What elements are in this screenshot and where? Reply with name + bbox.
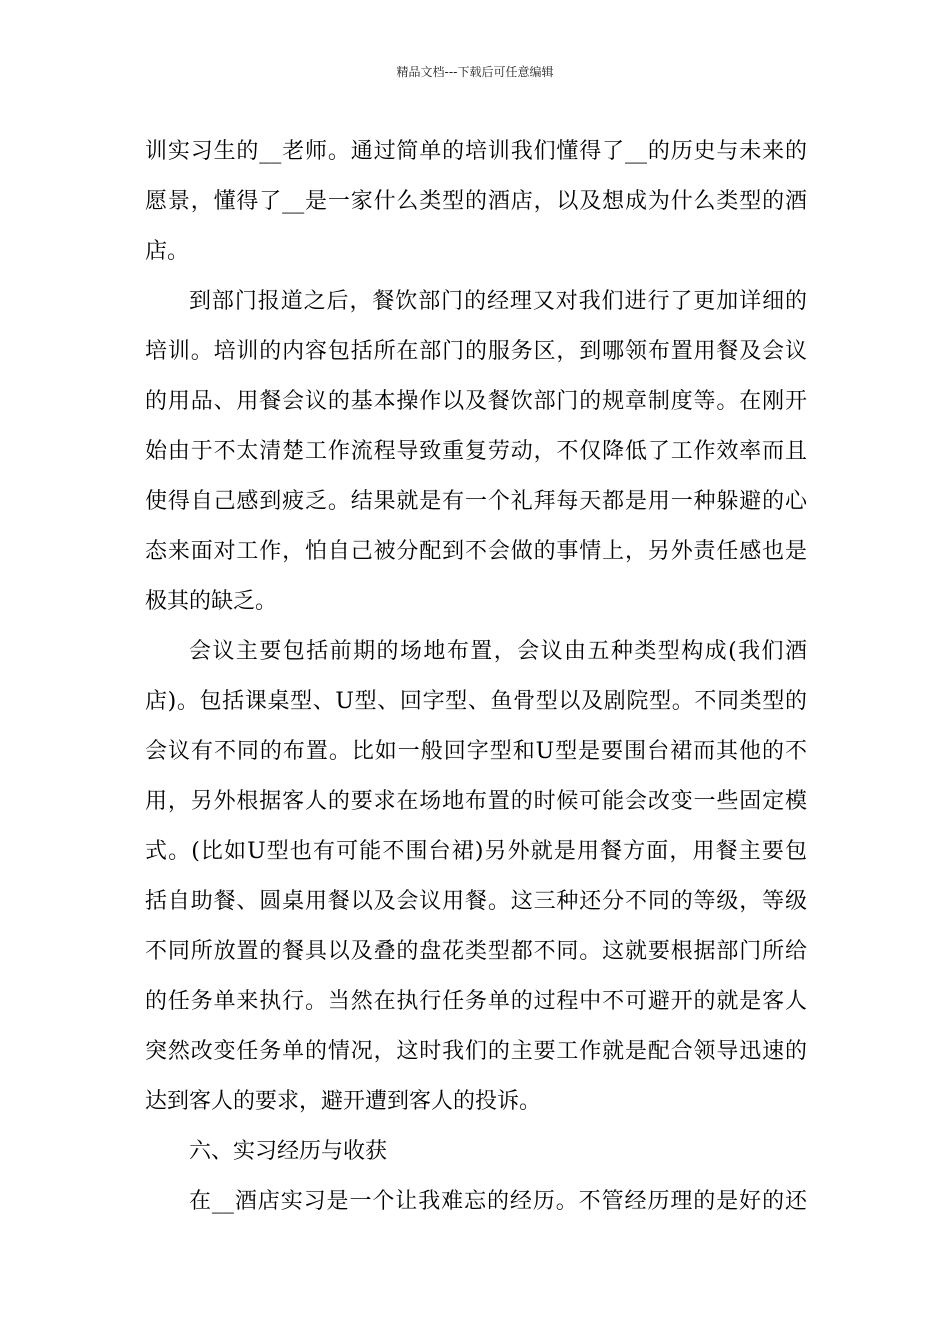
body-line: 不同所放置的餐具以及叠的盘花类型都不同。这就要根据部门所给 (145, 939, 807, 964)
body-line: 达到客人的要求，避开遭到客人的投诉。 (145, 1089, 542, 1114)
body-line: 始由于不太清楚工作流程导致重复劳动，不仅降低了工作效率而且 (145, 439, 807, 464)
document-body (145, 127, 807, 1227)
section-heading: 六、实习经历与收获 (189, 1139, 388, 1164)
body-line: 愿景，懂得了__是一家什么类型的酒店，以及想成为什么类型的酒 (145, 189, 807, 214)
body-line: 突然改变任务单的情况，这时我们的主要工作就是配合领导迅速的 (145, 1039, 807, 1064)
body-line: 使得自己感到疲乏。结果就是有一个礼拜每天都是用一种躲避的心 (145, 489, 807, 514)
body-line: 用，另外根据客人的要求在场地布置的时候可能会改变一些固定模 (145, 789, 807, 814)
body-line: 到部门报道之后，餐饮部门的经理又对我们进行了更加详细的 (189, 289, 807, 314)
body-line: 店。 (145, 239, 190, 264)
body-line: 在__酒店实习是一个让我难忘的经历。不管经历理的是好的还 (189, 1189, 807, 1214)
body-line: 式。(比如U型也有可能不围台裙)另外就是用餐方面，用餐主要包 (145, 839, 807, 864)
body-line: 训实习生的__老师。通过简单的培训我们懂得了__的历史与未来的 (145, 139, 807, 164)
body-line: 店)。包括课桌型、U型、回字型、鱼骨型以及剧院型。不同类型的 (145, 689, 807, 714)
body-line: 极其的缺乏。 (145, 589, 278, 614)
body-line: 会议有不同的布置。比如一般回字型和U型是要围台裙而其他的不 (145, 739, 807, 764)
body-line: 态来面对工作，怕自己被分配到不会做的事情上，另外责任感也是 (145, 539, 807, 564)
page-header: 精品文档---下载后可任意编辑 (396, 65, 554, 79)
body-line: 会议主要包括前期的场地布置，会议由五种类型构成(我们酒 (189, 639, 807, 664)
body-line: 培训。培训的内容包括所在部门的服务区，到哪领布置用餐及会议 (145, 339, 807, 364)
body-line: 的用品、用餐会议的基本操作以及餐饮部门的规章制度等。在刚开 (145, 389, 807, 414)
body-line: 的任务单来执行。当然在执行任务单的过程中不可避开的就是客人 (145, 989, 807, 1014)
body-line: 括自助餐、圆桌用餐以及会议用餐。这三种还分不同的等级，等级 (145, 889, 807, 914)
